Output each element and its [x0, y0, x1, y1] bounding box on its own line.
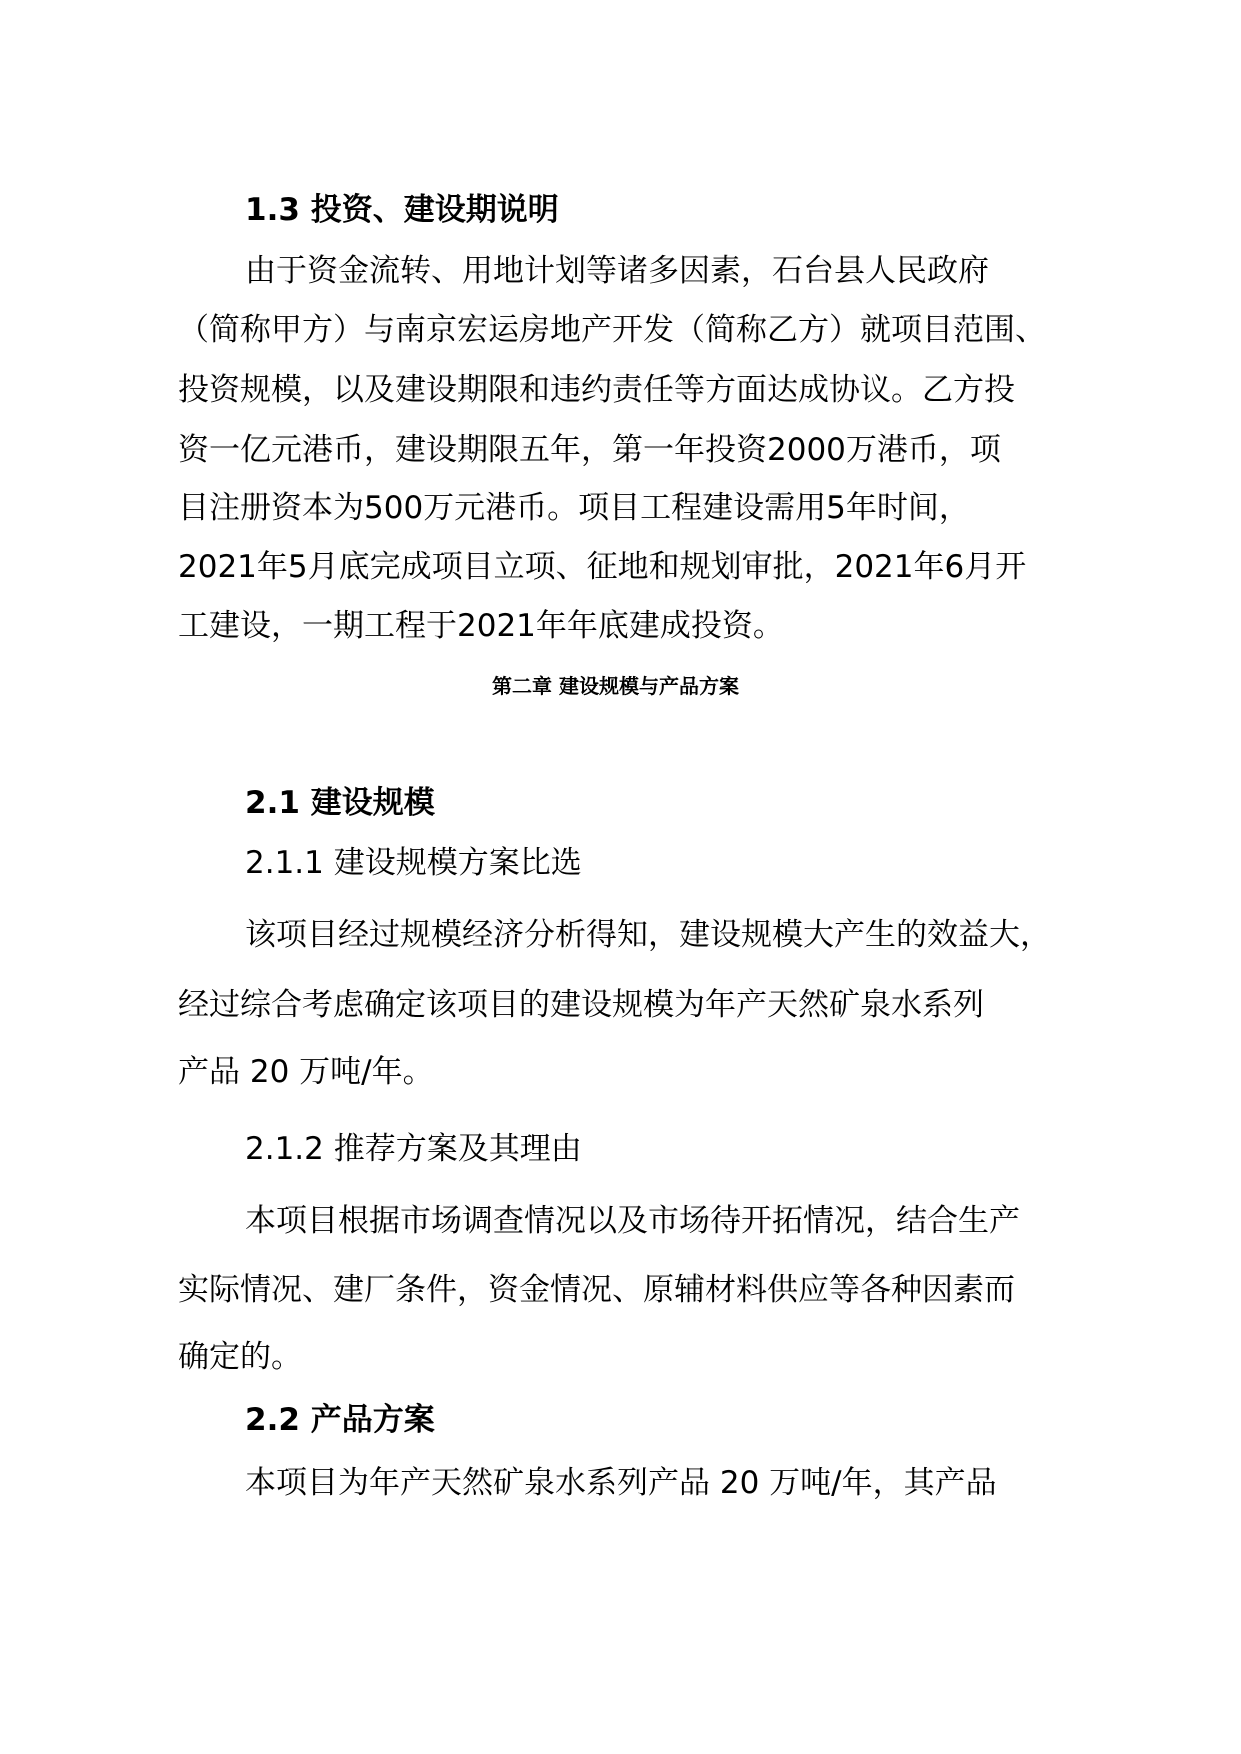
paragraph-line: 本项目为年产天然矿泉水系列产品 20 万吨/年，其产品	[245, 1465, 997, 1501]
paragraph-line: 投资规模，以及建设期限和违约责任等方面达成协议。乙方投	[178, 372, 1015, 408]
chapter-title	[0, 666, 1241, 706]
paragraph-line: （简称甲方）与南京宏运房地产开发（简称乙方）就项目范围、	[178, 312, 1046, 348]
paragraph-line: 产品 20 万吨/年。	[178, 1054, 434, 1090]
paragraph-line: 经过综合考虑确定该项目的建设规模为年产天然矿泉水系列	[178, 987, 984, 1023]
paragraph-line: 目注册资本为500万元港币。项目工程建设需用5年时间，	[178, 490, 970, 526]
paragraph-line: 2021年5月底完成项目立项、征地和规划审批，2021年6月开	[178, 549, 1027, 585]
paragraph-line: 实际情况、建厂条件，资金情况、原辅材料供应等各种因素而	[178, 1272, 1015, 1308]
paragraph-line: 确定的。	[178, 1339, 302, 1375]
paragraph-line: 工建设，一期工程于2021年年底建成投资。	[178, 608, 784, 644]
chapter-title-text: 第二章 建设规模与产品方案	[492, 674, 739, 698]
subsection-heading-2-1-1: 2.1.1 建设规模方案比选	[245, 845, 582, 881]
subsection-heading-2-1-2: 2.1.2 推荐方案及其理由	[245, 1131, 582, 1167]
paragraph-line: 本项目根据市场调查情况以及市场待开拓情况，结合生产	[245, 1203, 1020, 1239]
section-heading-1-3: 1.3 投资、建设期说明	[245, 192, 559, 228]
paragraph-line: 由于资金流转、用地计划等诸多因素，石台县人民政府	[245, 253, 989, 289]
paragraph-line: 该项目经过规模经济分析得知，建设规模大产生的效益大，	[245, 917, 1051, 953]
section-heading-2-1: 2.1 建设规模	[245, 785, 435, 821]
section-heading-2-2: 2.2 产品方案	[245, 1402, 435, 1438]
paragraph-line: 资一亿元港币，建设期限五年，第一年投资2000万港币，项	[178, 432, 1001, 468]
